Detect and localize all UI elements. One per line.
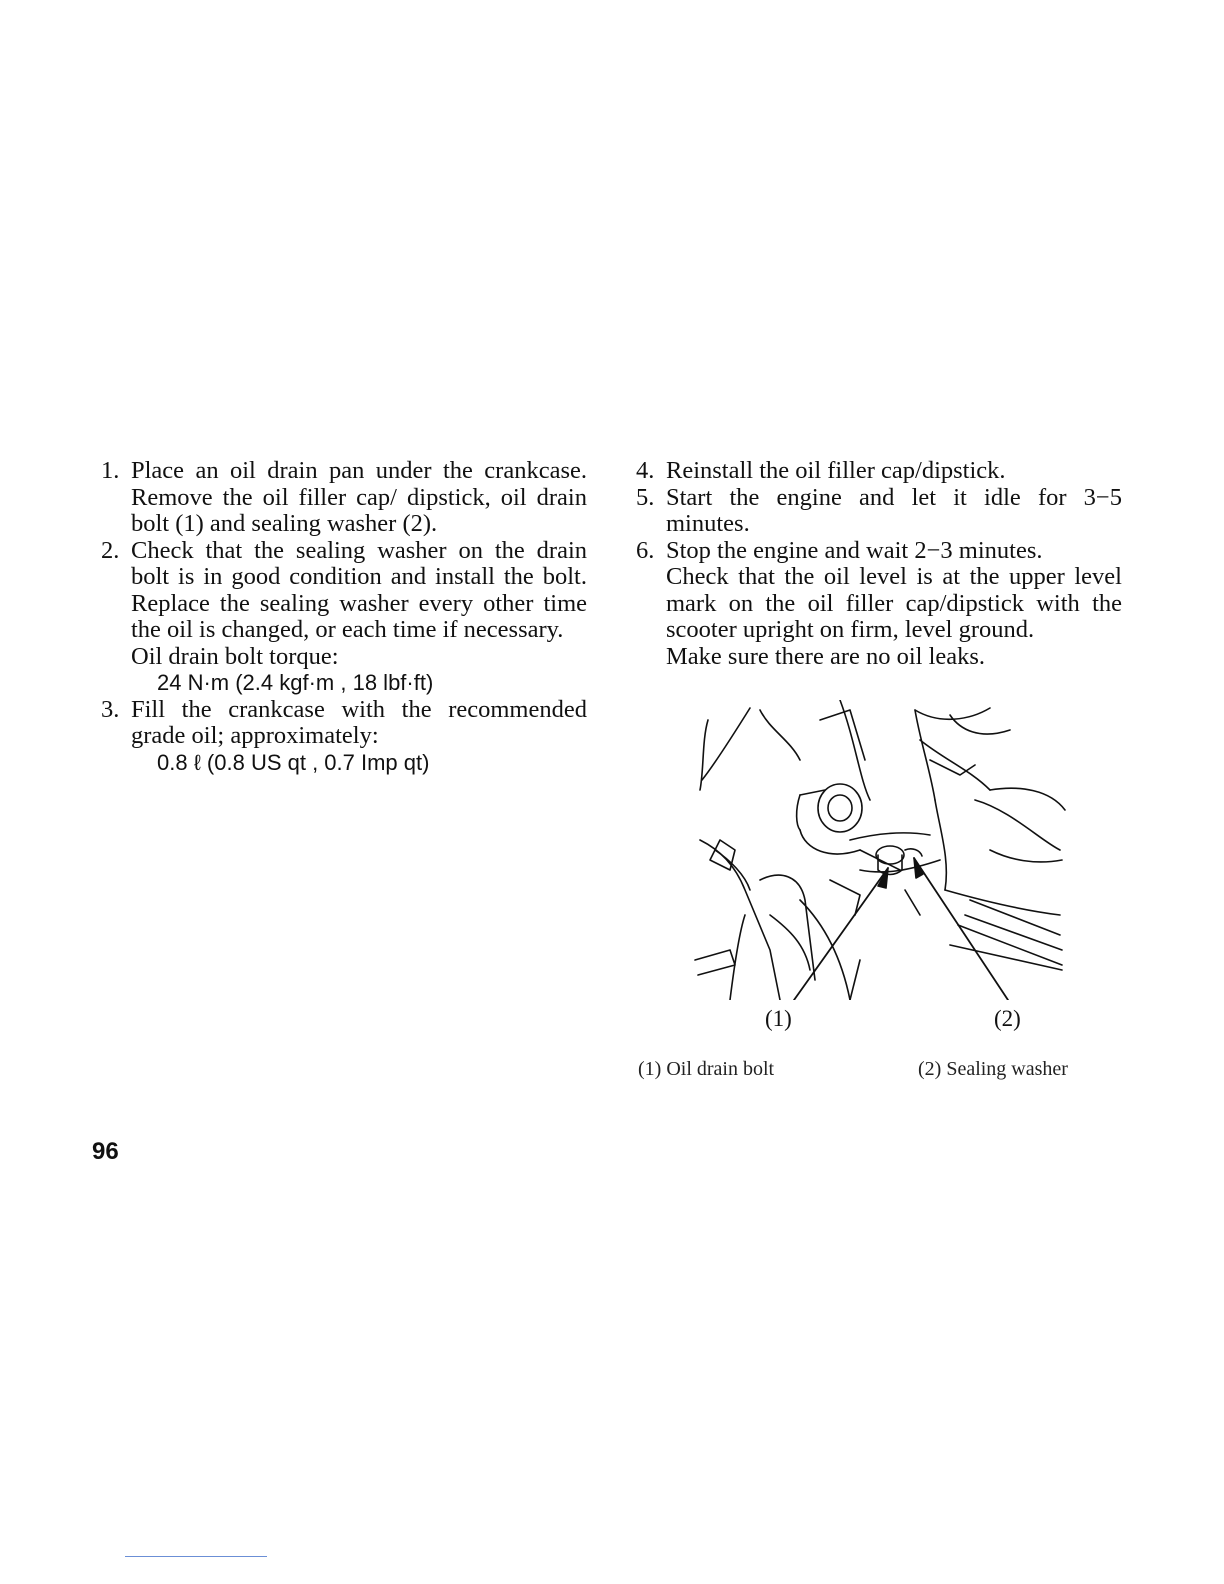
caption-sealing-washer: (2) Sealing washer xyxy=(918,1058,1068,1080)
step-4 xyxy=(636,458,1122,485)
right-column xyxy=(636,458,1122,670)
step-number: 3. xyxy=(101,695,120,723)
step-number: 5. xyxy=(636,483,655,511)
step-number: 1. xyxy=(101,457,120,484)
left-column xyxy=(101,458,587,776)
step-text: Start the engine and let it idle for 3−5 minutes. xyxy=(666,483,1122,537)
step-text: Check that the sealing washer on the drain bolt is in good condition and install the bolt. Replace the sealing washer every other time the oil is changed, or each time if necessary. xyxy=(131,536,587,643)
bottom-divider xyxy=(125,1556,267,1557)
step-text: Fill the crankcase with the recommended grade oil; approximately: xyxy=(131,695,587,749)
oil-leak-check-text: Make sure there are no oil leaks. xyxy=(666,642,986,670)
figure-label-1: (1) xyxy=(765,1006,792,1031)
step-text: Reinstall the oil filler cap/dipstick. xyxy=(666,457,1006,484)
step-number: 4. xyxy=(636,457,655,484)
step-3 xyxy=(101,697,587,750)
step-6 xyxy=(636,538,1122,565)
oil-capacity-value: 0.8 ℓ (0.8 US qt , 0.7 Imp qt) xyxy=(157,749,430,775)
step-1 xyxy=(101,458,587,538)
torque-label: Oil drain bolt torque: xyxy=(131,642,339,670)
step-2 xyxy=(101,538,587,644)
figure-label-2: (2) xyxy=(994,1006,1021,1031)
oil-level-check-text: Check that the oil level is at the upper level mark on the oil filler cap/dipstick with the scooter upright on firm, level ground. xyxy=(666,563,1122,643)
step-text: Place an oil drain pan under the crankcase. Remove the oil filler cap/ dipstick, oil drain bolt (1) and sealing washer (2). xyxy=(131,457,587,537)
step-number: 2. xyxy=(101,536,120,564)
oil-drain-bolt-illustration xyxy=(690,700,1070,1000)
step-5 xyxy=(636,485,1122,538)
step-number: 6. xyxy=(636,536,655,564)
caption-oil-drain-bolt: (1) Oil drain bolt xyxy=(638,1058,775,1080)
page-number: 96 xyxy=(92,1138,119,1165)
torque-value: 24 N·m (2.4 kgf·m , 18 lbf·ft) xyxy=(157,670,434,695)
step-text: Stop the engine and wait 2−3 minutes. xyxy=(666,536,1043,564)
